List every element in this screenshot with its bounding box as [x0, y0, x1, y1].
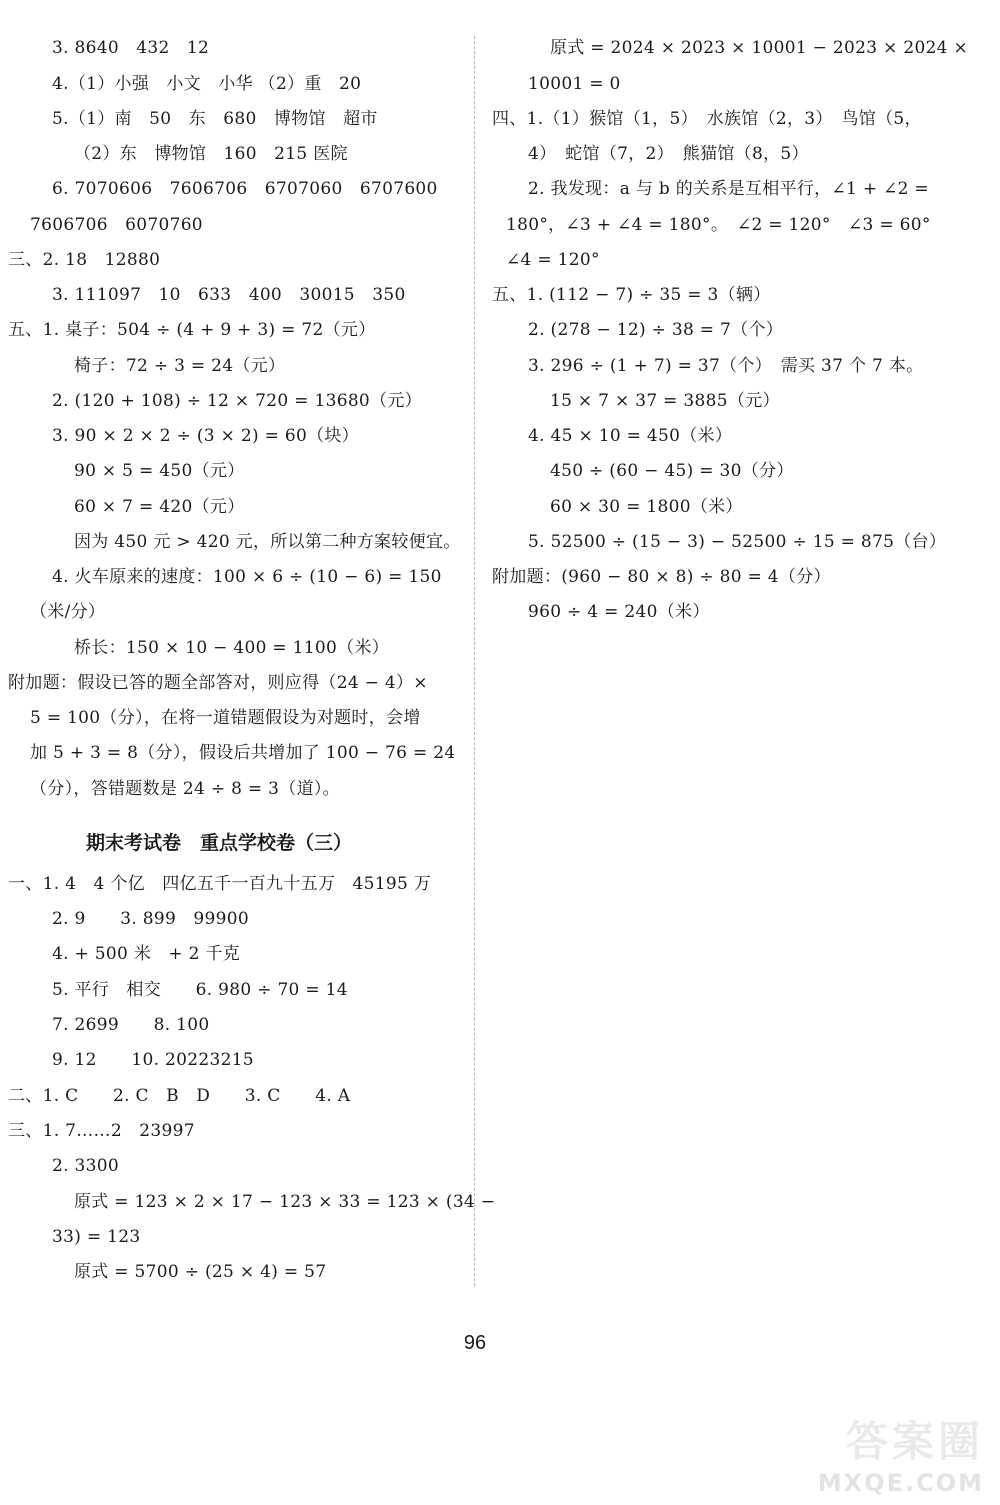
answer-line: 一、1. 4 4 个亿 四亿五千一百九十五万 45195 万 [8, 874, 432, 894]
answer-line: 2. 3300 [52, 1156, 119, 1176]
answer-line: 二、1. C 2. C B D 3. C 4. A [8, 1086, 351, 1106]
watermark-text-top: 答案圈 [845, 1417, 984, 1466]
answer-line: 4） 蛇馆（7，2） 熊猫馆（8，5） [528, 144, 809, 164]
answer-line: 附加题：假设已答的题全部答对，则应得（24 − 4）× [8, 673, 428, 693]
answer-line: 椅子：72 ÷ 3 = 24（元） [74, 356, 286, 376]
answer-line: 4. + 500 米 + 2 千克 [52, 944, 241, 964]
page-number: 96 [463, 1332, 487, 1354]
answer-line: 9. 12 10. 20223215 [52, 1050, 254, 1070]
answer-line: 7. 2699 8. 100 [52, 1015, 210, 1035]
answer-line: 450 ÷ (60 − 45) = 30（分） [550, 461, 794, 481]
answer-line: 4. 火车原来的速度：100 × 6 ÷ (10 − 6) = 150 [52, 567, 442, 587]
section-title: 期末考试卷 重点学校卷（三） [86, 832, 353, 854]
answer-line: 6. 7070606 7606706 6707060 6707600 [52, 179, 438, 199]
answer-line: 7606706 6070760 [30, 215, 203, 235]
answer-line: （分），答错题数是 24 ÷ 8 = 3（道）。 [30, 779, 340, 799]
answer-line: 四、1.（1）猴馆（1，5） 水族馆（2，3） 鸟馆（5， [492, 109, 922, 129]
answer-line: （2）东 博物馆 160 215 医院 [74, 144, 348, 164]
column-divider [474, 36, 475, 1286]
watermark-logo [798, 1409, 988, 1497]
answer-line: （米/分） [30, 602, 106, 622]
watermark-text-bottom: MXQE.COM [817, 1469, 984, 1497]
answer-line: 5. 平行 相交 6. 980 ÷ 70 = 14 [52, 980, 348, 1000]
answer-line: 33) = 123 [52, 1227, 141, 1247]
answer-line: 3. 111097 10 633 400 30015 350 [52, 285, 406, 305]
answer-line: ∠4 = 120° [506, 250, 600, 270]
answer-line: 原式 = 123 × 2 × 17 − 123 × 33 = 123 × (34 − [74, 1192, 496, 1212]
answer-line: 4. 45 × 10 = 450（米） [528, 426, 733, 446]
answer-line: 960 ÷ 4 = 240（米） [528, 602, 710, 622]
answer-line: 三、1. 7……2 23997 [8, 1121, 195, 1141]
answer-line: 3. 296 ÷ (1 + 7) = 37（个） 需买 37 个 7 本。 [528, 356, 924, 376]
answer-line: 2. (278 − 12) ÷ 38 = 7（个） [528, 320, 784, 340]
answer-line: 五、1. (112 − 7) ÷ 35 = 3（辆） [492, 285, 771, 305]
answer-line: 5. 52500 ÷ (15 − 3) − 52500 ÷ 15 = 875（台） [528, 532, 947, 552]
answer-line: 2. 9 3. 899 99900 [52, 909, 249, 929]
answer-line: 原式 = 2024 × 2023 × 10001 − 2023 × 2024 × [550, 38, 969, 58]
answer-line: 三、2. 18 12880 [8, 250, 161, 270]
answer-line: 3. 8640 432 12 [52, 38, 210, 58]
answer-line: 3. 90 × 2 × 2 ÷ (3 × 2) = 60（块） [52, 426, 359, 446]
answer-line: 4.（1）小强 小文 小华 （2）重 20 [52, 74, 362, 94]
answer-line: 10001 = 0 [528, 74, 621, 94]
answer-line: 60 × 7 = 420（元） [74, 497, 245, 517]
answer-line: 五、1. 桌子：504 ÷ (4 + 9 + 3) = 72（元） [8, 320, 376, 340]
answer-line: 加 5 + 3 = 8（分），假设后共增加了 100 − 76 = 24 [30, 743, 456, 763]
answer-line: 附加题：(960 − 80 × 8) ÷ 80 = 4（分） [492, 567, 831, 587]
answer-line: 5 = 100（分），在将一道错题假设为对题时，会增 [30, 708, 421, 728]
answer-line: 180°，∠3 + ∠4 = 180°。 ∠2 = 120° ∠3 = 60° [506, 215, 931, 235]
answer-line: 60 × 30 = 1800（米） [550, 497, 743, 517]
answer-line: 15 × 7 × 37 = 3885（元） [550, 391, 780, 411]
answer-line: 90 × 5 = 450（元） [74, 461, 245, 481]
answer-line: 2. 我发现：a 与 b 的关系是互相平行，∠1 + ∠2 = [528, 179, 929, 199]
answer-line: 5.（1）南 50 东 680 博物馆 超市 [52, 109, 378, 129]
answer-line: 原式 = 5700 ÷ (25 × 4) = 57 [74, 1262, 327, 1282]
answer-line: 因为 450 元 > 420 元，所以第二种方案较便宜。 [74, 532, 461, 552]
answer-line: 桥长：150 × 10 − 400 = 1100（米） [74, 638, 390, 658]
answer-line: 2. (120 + 108) ÷ 12 × 720 = 13680（元） [52, 391, 422, 411]
